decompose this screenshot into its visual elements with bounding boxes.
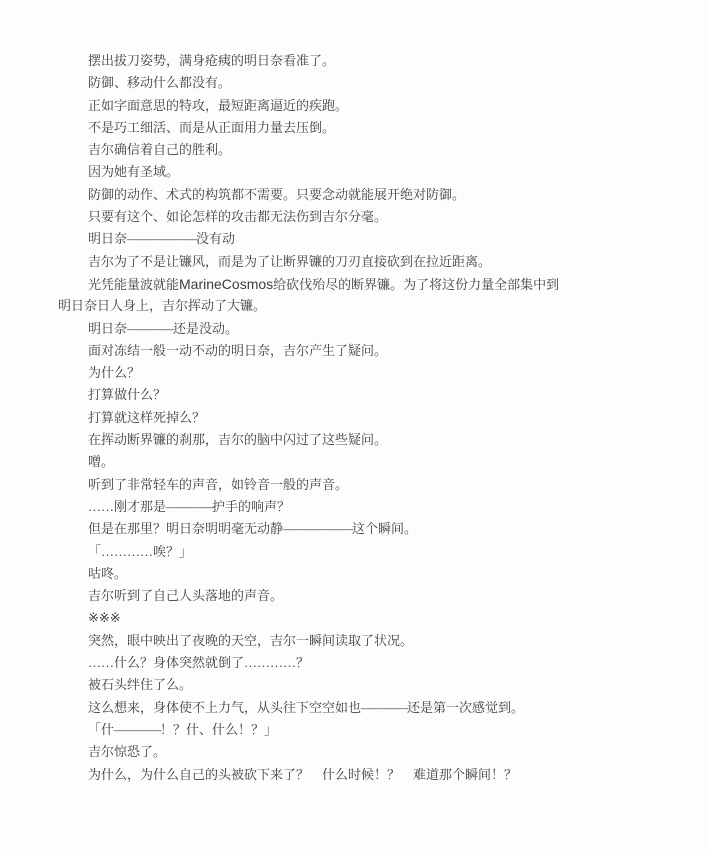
text-run: ……刚才那是 <box>88 498 167 514</box>
text-run: 明日奈日人身上，吉尔挥动了大镰。 <box>58 298 267 314</box>
text-line <box>58 184 688 206</box>
text-run: ……什么？身体突然就倒了…………？ <box>88 655 310 671</box>
text-line <box>58 251 688 273</box>
text-run: 没有动 <box>196 231 236 247</box>
text-line <box>58 541 688 563</box>
em-dash-rule: ———— <box>114 721 161 737</box>
text-line <box>58 652 688 674</box>
text-line <box>58 607 688 629</box>
text-line <box>58 496 688 518</box>
text-run: 明日奈 <box>88 320 128 336</box>
em-dash-rule: ———— <box>361 699 408 715</box>
text-line <box>58 273 688 295</box>
text-line <box>58 764 688 786</box>
text-run: 但是在那里？明日奈明明毫无动静 <box>88 521 284 537</box>
text-run: 吉尔确信着自己的胜利。 <box>88 142 232 158</box>
text-line <box>58 72 688 94</box>
text-line <box>58 697 688 719</box>
text-line <box>58 630 688 652</box>
text-run: 正如字面意思的特攻，最短距离逼近的疾跑。 <box>88 97 349 113</box>
em-dash-rule: —————— <box>127 231 197 247</box>
text-run: 护手的响声？ <box>212 498 291 514</box>
text-line <box>58 117 688 139</box>
text-line <box>58 340 688 362</box>
text-line <box>58 474 688 496</box>
text-run: 光凭能量波就能 <box>88 276 180 292</box>
text-run: 噌。 <box>88 454 115 470</box>
text-run: 打算做什么？ <box>88 387 167 403</box>
text-line <box>58 674 688 696</box>
text-run: 这个瞬间。 <box>352 521 418 537</box>
text-run: 不是巧工细活、而是从正面用力量去压倒。 <box>88 119 336 135</box>
text-line <box>58 429 688 451</box>
text-run: 为什么，为什么自己的头被砍下来了？ 什么时候！？ 难道那个瞬间！？ <box>88 766 518 782</box>
text-run: 「什 <box>88 721 115 737</box>
text-run: 因为她有圣域。 <box>88 164 180 180</box>
text-run: ！？什、什么！？」 <box>160 721 278 737</box>
text-run: 防御的动作、术式的构筑都不需要。只要念动就能展开绝对防御。 <box>88 186 466 202</box>
text-line <box>58 95 688 117</box>
text-line <box>58 585 688 607</box>
text-run: 这么想来，身体使不上力气，从头往下空空如也 <box>88 699 362 715</box>
text-line <box>58 741 688 763</box>
text-run: 只要有这个、如论怎样的攻击都无法伤到吉尔分毫。 <box>88 209 388 225</box>
text-run: 摆出拔刀姿势，满身疮痍的明日奈看准了。 <box>88 53 336 68</box>
text-line <box>58 563 688 585</box>
text-run: 吉尔听到了自己人头落地的声音。 <box>88 588 284 604</box>
text-line <box>58 139 688 161</box>
text-run: 被石头绊住了么。 <box>88 677 193 693</box>
text-line <box>58 451 688 473</box>
text-line <box>58 362 688 384</box>
text-line <box>58 318 688 340</box>
text-run: ※※※ <box>88 610 121 626</box>
text-line <box>58 228 688 250</box>
text-run: 面对冻结一般一动不动的明日奈，吉尔产生了疑问。 <box>88 342 388 358</box>
latin-text: MarineCosmos <box>179 275 274 292</box>
text-run: 咕咚。 <box>88 565 128 581</box>
text-run: 防御、移动什么都没有。 <box>88 75 232 91</box>
text-line <box>58 50 688 72</box>
text-run: 明日奈 <box>88 231 128 247</box>
text-line <box>58 206 688 228</box>
text-run: 还是没动。 <box>173 320 239 336</box>
text-run: 吉尔为了不是让镰风，而是为了让断界镰的刀刃直接砍到在拉近距离。 <box>88 253 492 269</box>
text-run: 突然，眼中映出了夜晚的天空，吉尔一瞬间读取了状况。 <box>88 632 414 648</box>
em-dash-rule: ———— <box>127 320 174 336</box>
text-run: 给砍伐殆尽的断界镰。为了将这份力量全部集中到 <box>273 276 560 292</box>
text-content <box>58 50 688 786</box>
text-run: 还是第一次感觉到。 <box>407 699 525 715</box>
text-run: 在挥动断界镰的刹那，吉尔的脑中闪过了这些疑问。 <box>88 432 388 448</box>
text-line <box>58 384 688 406</box>
text-run: 吉尔惊恐了。 <box>88 744 167 760</box>
text-line <box>58 295 688 317</box>
em-dash-rule: ———— <box>166 498 213 514</box>
text-line <box>58 161 688 183</box>
text-run: 听到了非常轻车的声音，如铃音一般的声音。 <box>88 476 349 492</box>
text-run: 打算就这样死掉么？ <box>88 409 206 425</box>
text-line <box>58 407 688 429</box>
text-line <box>58 518 688 540</box>
text-run: 「…………唉？」 <box>88 543 193 559</box>
text-run: 为什么？ <box>88 365 141 381</box>
em-dash-rule: —————— <box>283 521 353 537</box>
text-line <box>58 719 688 741</box>
